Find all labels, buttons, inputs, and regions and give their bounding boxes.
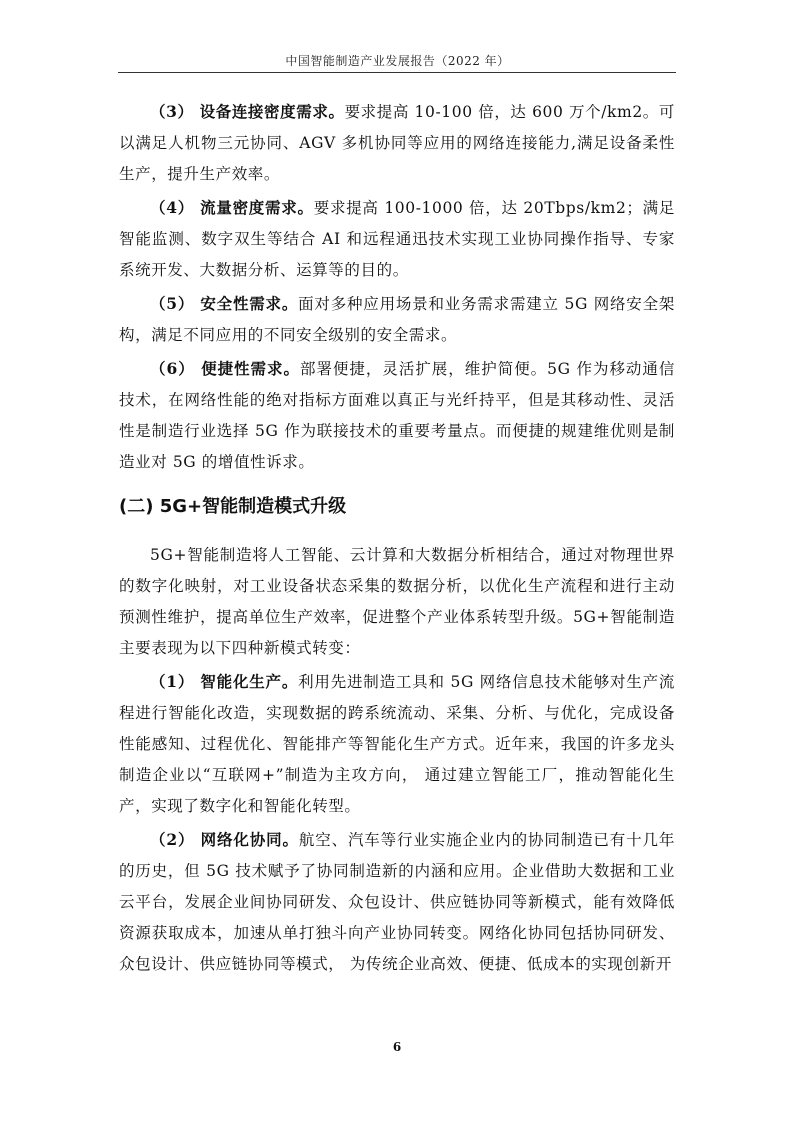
requirement-item <box>119 353 675 478</box>
running-header: 中国智能制造产业发展报告（2022 年） <box>285 54 510 68</box>
header-rule <box>118 72 676 73</box>
item-text: 面对多种应用场景和业务需求需建立 5G 网络安全架构，满足不同应用的不同安全级别的安全需求。 <box>119 295 675 344</box>
mode-item <box>119 666 675 822</box>
requirement-item <box>119 192 675 286</box>
mode-item <box>119 824 675 980</box>
item-text: 要求提高 100-1000 倍，达 20Tbps/km2；满足智能监测、数字双生等结合 AI 和远程通迅技术实现工业协同操作指导、专家系统开发、大数据分析、运算等的目的。 <box>119 199 675 279</box>
requirement-item <box>119 96 675 190</box>
requirement-item <box>119 288 675 351</box>
item-label: （5） 安全性需求。 <box>150 294 299 313</box>
item-text: 利用先进制造工具和 5G 网络信息技术能够对生产流程进行智能化改造，实现数据的跨系统流动、采集、分析、与优化，完成设备性能感知、过程优化、智能排产等智能化生产方式。近年来，我国的许多龙头制造企业以“互联网+”制造为主攻方向， 通过建立智能工厂，推动智能化生产，实现了数字化和智能化转型。 <box>119 673 675 815</box>
item-text: 部署便捷，灵活扩展，维护简便。5G 作为移动通信技术，在网络性能的绝对指标方面难以真正与光纤持平，但是其移动性、灵活性是制造行业选择 5G 作为联接技术的重要考量点。而便捷的规建维优则是制造业对 5G 的增值性诉求。 <box>119 360 675 471</box>
item-text: 要求提高 10-100 倍，达 600 万个/km2。可以满足人机物三元协同、AGV 多机协同等应用的网络连接能力,满足设备柔性生产，提升生产效率。 <box>119 103 675 183</box>
page-number: 6 <box>392 1040 402 1054</box>
page-body <box>119 96 675 982</box>
item-label: （1） 智能化生产。 <box>150 672 299 691</box>
item-label: （6） 便捷性需求。 <box>150 359 300 378</box>
item-text: 航空、汽车等行业实施企业内的协同制造已有十几年的历史，但 5G 技术赋予了协同制造新的内涵和应用。企业借助大数据和工业云平台，发展企业间协同研发、众包设计、供应链协同等新模式，能有效降低资源获取成本，加速从单打独斗向产业协同转变。网络化协同包括协同研发、众包设计、供应链协同等模式， 为传统企业高效、便捷、低成本的实现创新开 <box>119 831 675 973</box>
item-label: （2） 网络化协同。 <box>150 830 299 849</box>
section-heading: (二) 5G+智能制造模式升级 <box>119 496 347 517</box>
item-label: （3） 设备连接密度需求。 <box>150 102 345 121</box>
section-intro: 5G+智能制造将人工智能、云计算和大数据分析相结合，通过对物理世界的数字化映射，对工业设备状态采集的数据分析，以优化生产流程和进行主动预测性维护，提高单位生产效率，促进整个产业体系转型升级。5G+智能制造主要表现为以下四种新模式转变： <box>119 546 675 657</box>
item-label: （4） 流量密度需求。 <box>150 198 314 217</box>
